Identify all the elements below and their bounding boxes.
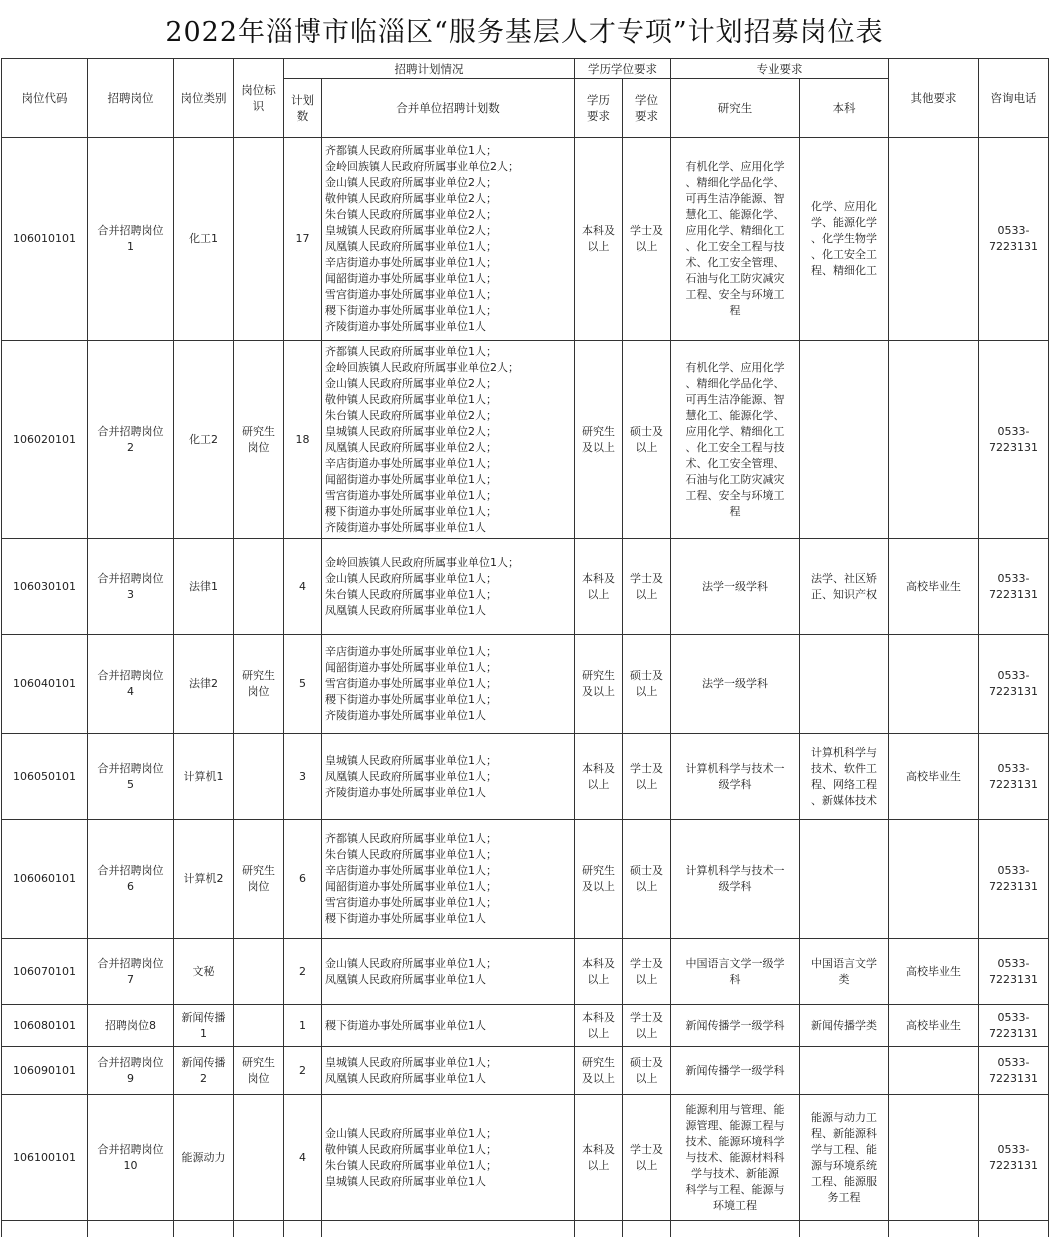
empty-cell xyxy=(671,1221,800,1237)
cell-count: 4 xyxy=(284,539,322,635)
table-row xyxy=(2,341,1049,539)
cell-tag: 研究生 岗位 xyxy=(234,635,284,734)
cell-undergrad: 能源与动力工 程、新能源科 学与工程、能 源与环境系统 工程、能源服 务工程 xyxy=(800,1095,889,1221)
cell-count: 3 xyxy=(284,734,322,820)
cell-tag: 研究生 岗位 xyxy=(234,341,284,539)
cell-edu: 本科及 以上 xyxy=(575,539,623,635)
table-row xyxy=(2,635,1049,734)
cell-count: 6 xyxy=(284,820,322,939)
cell-phone: 0533- 7223131 xyxy=(979,138,1049,341)
empty-cell xyxy=(88,1221,174,1237)
cell-position: 合并招聘岗位 4 xyxy=(88,635,174,734)
cell-grad: 有机化学、应用化学 、精细化学品化学、 可再生洁净能源、智 慧化工、能源化学、 应用化学、精细化工 、化工安全工程与技 术、化工安全管理、 石油与化工防灾减灾 工程、安全与环境工 程 xyxy=(671,138,800,341)
cell-tag xyxy=(234,1095,284,1221)
cell-edu: 本科及 以上 xyxy=(575,734,623,820)
cell-count: 2 xyxy=(284,1047,322,1095)
cell-edu: 本科及 以上 xyxy=(575,939,623,1005)
cell-grad: 法学一级学科 xyxy=(671,635,800,734)
cell-plan: 金山镇人民政府所属事业单位1人； 敬仲镇人民政府所属事业单位1人； 朱台镇人民政府所属事业单位1人； 皇城镇人民政府所属事业单位1人 xyxy=(322,1095,575,1221)
cell-undergrad: 法学、社区矫 正、知识产权 xyxy=(800,539,889,635)
cell-category: 计算机1 xyxy=(174,734,234,820)
header-undergrad: 本科 xyxy=(800,79,889,138)
cell-tag: 研究生 岗位 xyxy=(234,1047,284,1095)
cell-tag: 研究生 岗位 xyxy=(234,820,284,939)
cell-category: 法律1 xyxy=(174,539,234,635)
cell-degree: 学士及 以上 xyxy=(623,734,671,820)
cell-position: 合并招聘岗位 6 xyxy=(88,820,174,939)
header-edu-group: 学历学位要求 xyxy=(575,59,671,79)
cell-count: 5 xyxy=(284,635,322,734)
empty-cell xyxy=(800,1221,889,1237)
cell-code: 106040101 xyxy=(2,635,88,734)
cell-undergrad xyxy=(800,820,889,939)
cell-phone: 0533- 7223131 xyxy=(979,341,1049,539)
cell-other: 高校毕业生 xyxy=(889,539,979,635)
header-edu: 学历 要求 xyxy=(575,79,623,138)
cell-undergrad xyxy=(800,341,889,539)
cell-edu: 研究生 及以上 xyxy=(575,820,623,939)
table-row xyxy=(2,138,1049,341)
cell-degree: 硕士及 以上 xyxy=(623,635,671,734)
cell-edu: 研究生 及以上 xyxy=(575,341,623,539)
header-plan-group: 招聘计划情况 xyxy=(284,59,575,79)
cell-grad: 中国语言文学一级学 科 xyxy=(671,939,800,1005)
cell-category: 新闻传播 1 xyxy=(174,1005,234,1047)
cell-category: 文秘 xyxy=(174,939,234,1005)
cell-position: 合并招聘岗位 5 xyxy=(88,734,174,820)
table-row xyxy=(2,734,1049,820)
cell-plan: 辛店街道办事处所属事业单位1人； 闻韶街道办事处所属事业单位1人； 雪宫街道办事处所属事业单位1人； 稷下街道办事处所属事业单位1人； 齐陵街道办事处所属事业单位1人 xyxy=(322,635,575,734)
table-row xyxy=(2,1005,1049,1047)
empty-cell xyxy=(889,1221,979,1237)
cell-category: 化工1 xyxy=(174,138,234,341)
cell-code: 106020101 xyxy=(2,341,88,539)
cell-tag xyxy=(234,1005,284,1047)
cell-code: 106060101 xyxy=(2,820,88,939)
cell-plan: 皇城镇人民政府所属事业单位1人； 凤凰镇人民政府所属事业单位1人 xyxy=(322,1047,575,1095)
header-phone: 咨询电话 xyxy=(979,59,1049,138)
header-other: 其他要求 xyxy=(889,59,979,138)
cell-category: 法律2 xyxy=(174,635,234,734)
header-major-group: 专业要求 xyxy=(671,59,889,79)
cell-grad: 能源利用与管理、能 源管理、能源工程与 技术、能源环境科学 与技术、能源材料科 学与技术、新能源 科学与工程、能源与 环境工程 xyxy=(671,1095,800,1221)
table-row xyxy=(2,939,1049,1005)
header-code: 岗位代码 xyxy=(2,59,88,138)
cell-degree: 学士及 以上 xyxy=(623,1005,671,1047)
cell-undergrad: 新闻传播学类 xyxy=(800,1005,889,1047)
table-body xyxy=(2,138,1049,1237)
cell-undergrad: 中国语言文学 类 xyxy=(800,939,889,1005)
table-row xyxy=(2,1047,1049,1095)
empty-cell xyxy=(234,1221,284,1237)
cell-count: 17 xyxy=(284,138,322,341)
header-tag: 岗位标 识 xyxy=(234,59,284,138)
cell-undergrad xyxy=(800,1047,889,1095)
cell-undergrad: 化学、应用化 学、能源化学 、化学生物学 、化工安全工 程、精细化工 xyxy=(800,138,889,341)
table-row xyxy=(2,539,1049,635)
cell-phone: 0533- 7223131 xyxy=(979,1005,1049,1047)
cell-degree: 学士及 以上 xyxy=(623,939,671,1005)
cell-other: 高校毕业生 xyxy=(889,1005,979,1047)
cell-count: 18 xyxy=(284,341,322,539)
cell-code: 106010101 xyxy=(2,138,88,341)
cell-undergrad: 计算机科学与 技术、软件工 程、网络工程 、新媒体技术 xyxy=(800,734,889,820)
cell-degree: 硕士及 以上 xyxy=(623,341,671,539)
cell-category: 计算机2 xyxy=(174,820,234,939)
header-category: 岗位类别 xyxy=(174,59,234,138)
cell-tag xyxy=(234,539,284,635)
cell-category: 能源动力 xyxy=(174,1095,234,1221)
cell-phone: 0533- 7223131 xyxy=(979,1095,1049,1221)
cell-tag xyxy=(234,939,284,1005)
cell-plan: 皇城镇人民政府所属事业单位1人； 凤凰镇人民政府所属事业单位1人； 齐陵街道办事处所属事业单位1人 xyxy=(322,734,575,820)
cell-plan: 齐都镇人民政府所属事业单位1人； 金岭回族镇人民政府所属事业单位2人； 金山镇人民政府所属事业单位2人； 敬仲镇人民政府所属事业单位2人； 朱台镇人民政府所属事业单位2人； 皇城镇人民政府所属事业单位2人； 凤凰镇人民政府所属事业单位1人； 辛店街道办事处所属事业单位1人； 闻韶街道办事处所属事业单位1人； 雪宫街道办事处所属事业单位1人； 稷下街道办事处所属事业单位1人； 齐陵街道办事处所属事业单位1人 xyxy=(322,138,575,341)
cell-count: 2 xyxy=(284,939,322,1005)
cell-grad: 有机化学、应用化学 、精细化学品化学、 可再生洁净能源、智 慧化工、能源化学、 应用化学、精细化工 、化工安全工程与技 术、化工安全管理、 石油与化工防灾减灾 工程、安全与环境工 程 xyxy=(671,341,800,539)
cell-edu: 本科及 以上 xyxy=(575,138,623,341)
cell-grad: 计算机科学与技术一 级学科 xyxy=(671,734,800,820)
cell-phone: 0533- 7223131 xyxy=(979,539,1049,635)
empty-cell xyxy=(979,1221,1049,1237)
cell-edu: 本科及 以上 xyxy=(575,1005,623,1047)
cell-position: 合并招聘岗位 3 xyxy=(88,539,174,635)
cell-other xyxy=(889,635,979,734)
cell-phone: 0533- 7223131 xyxy=(979,734,1049,820)
cell-other: 高校毕业生 xyxy=(889,939,979,1005)
cell-position: 合并招聘岗位 7 xyxy=(88,939,174,1005)
cell-code: 106050101 xyxy=(2,734,88,820)
cell-degree: 学士及 以上 xyxy=(623,539,671,635)
cell-tag xyxy=(234,138,284,341)
empty-cell xyxy=(2,1221,88,1237)
cell-plan: 稷下街道办事处所属事业单位1人 xyxy=(322,1005,575,1047)
table-row-partial xyxy=(2,1221,1049,1237)
cell-phone: 0533- 7223131 xyxy=(979,820,1049,939)
cell-count: 4 xyxy=(284,1095,322,1221)
cell-edu: 研究生 及以上 xyxy=(575,635,623,734)
cell-count: 1 xyxy=(284,1005,322,1047)
header-plan-count: 计划 数 xyxy=(284,79,322,138)
cell-plan: 金山镇人民政府所属事业单位1人； 凤凰镇人民政府所属事业单位1人 xyxy=(322,939,575,1005)
cell-tag xyxy=(234,734,284,820)
cell-code: 106100101 xyxy=(2,1095,88,1221)
cell-position: 合并招聘岗位 2 xyxy=(88,341,174,539)
cell-phone: 0533- 7223131 xyxy=(979,1047,1049,1095)
cell-position: 合并招聘岗位 9 xyxy=(88,1047,174,1095)
cell-other: 高校毕业生 xyxy=(889,734,979,820)
cell-other xyxy=(889,1095,979,1221)
cell-other xyxy=(889,341,979,539)
cell-degree: 学士及 以上 xyxy=(623,1095,671,1221)
cell-category: 化工2 xyxy=(174,341,234,539)
cell-grad: 新闻传播学一级学科 xyxy=(671,1005,800,1047)
cell-code: 106080101 xyxy=(2,1005,88,1047)
empty-cell xyxy=(322,1221,575,1237)
table-row xyxy=(2,820,1049,939)
empty-cell xyxy=(575,1221,623,1237)
empty-cell xyxy=(174,1221,234,1237)
cell-grad: 法学一级学科 xyxy=(671,539,800,635)
cell-edu: 研究生 及以上 xyxy=(575,1047,623,1095)
empty-cell xyxy=(284,1221,322,1237)
table-row xyxy=(2,1095,1049,1221)
positions-table xyxy=(1,58,1049,1237)
cell-position: 招聘岗位8 xyxy=(88,1005,174,1047)
cell-degree: 学士及 以上 xyxy=(623,138,671,341)
cell-position: 合并招聘岗位 1 xyxy=(88,138,174,341)
cell-code: 106030101 xyxy=(2,539,88,635)
cell-other xyxy=(889,138,979,341)
header-position: 招聘岗位 xyxy=(88,59,174,138)
empty-cell xyxy=(623,1221,671,1237)
cell-category: 新闻传播 2 xyxy=(174,1047,234,1095)
cell-phone: 0533- 7223131 xyxy=(979,939,1049,1005)
cell-edu: 本科及 以上 xyxy=(575,1095,623,1221)
header-degree: 学位 要求 xyxy=(623,79,671,138)
cell-phone: 0533- 7223131 xyxy=(979,635,1049,734)
cell-undergrad xyxy=(800,635,889,734)
header-plan-detail: 合并单位招聘计划数 xyxy=(322,79,575,138)
cell-degree: 硕士及 以上 xyxy=(623,820,671,939)
cell-plan: 齐都镇人民政府所属事业单位1人； 朱台镇人民政府所属事业单位1人； 辛店街道办事处所属事业单位1人； 闻韶街道办事处所属事业单位1人； 雪宫街道办事处所属事业单位1人； 稷下街道办事处所属事业单位1人 xyxy=(322,820,575,939)
header-grad: 研究生 xyxy=(671,79,800,138)
page-title: 2022年淄博市临淄区“服务基层人才专项”计划招募岗位表 xyxy=(165,16,884,48)
cell-plan: 金岭回族镇人民政府所属事业单位1人； 金山镇人民政府所属事业单位1人； 朱台镇人民政府所属事业单位1人； 凤凰镇人民政府所属事业单位1人 xyxy=(322,539,575,635)
cell-degree: 硕士及 以上 xyxy=(623,1047,671,1095)
cell-code: 106070101 xyxy=(2,939,88,1005)
cell-grad: 计算机科学与技术一 级学科 xyxy=(671,820,800,939)
cell-other xyxy=(889,820,979,939)
cell-other xyxy=(889,1047,979,1095)
cell-code: 106090101 xyxy=(2,1047,88,1095)
cell-position: 合并招聘岗位 10 xyxy=(88,1095,174,1221)
cell-grad: 新闻传播学一级学科 xyxy=(671,1047,800,1095)
cell-plan: 齐都镇人民政府所属事业单位1人； 金岭回族镇人民政府所属事业单位2人； 金山镇人民政府所属事业单位2人； 敬仲镇人民政府所属事业单位1人； 朱台镇人民政府所属事业单位2人； 皇城镇人民政府所属事业单位2人； 凤凰镇人民政府所属事业单位2人； 辛店街道办事处所属事业单位1人； 闻韶街道办事处所属事业单位1人； 雪宫街道办事处所属事业单位1人； 稷下街道办事处所属事业单位1人； 齐陵街道办事处所属事业单位1人 xyxy=(322,341,575,539)
